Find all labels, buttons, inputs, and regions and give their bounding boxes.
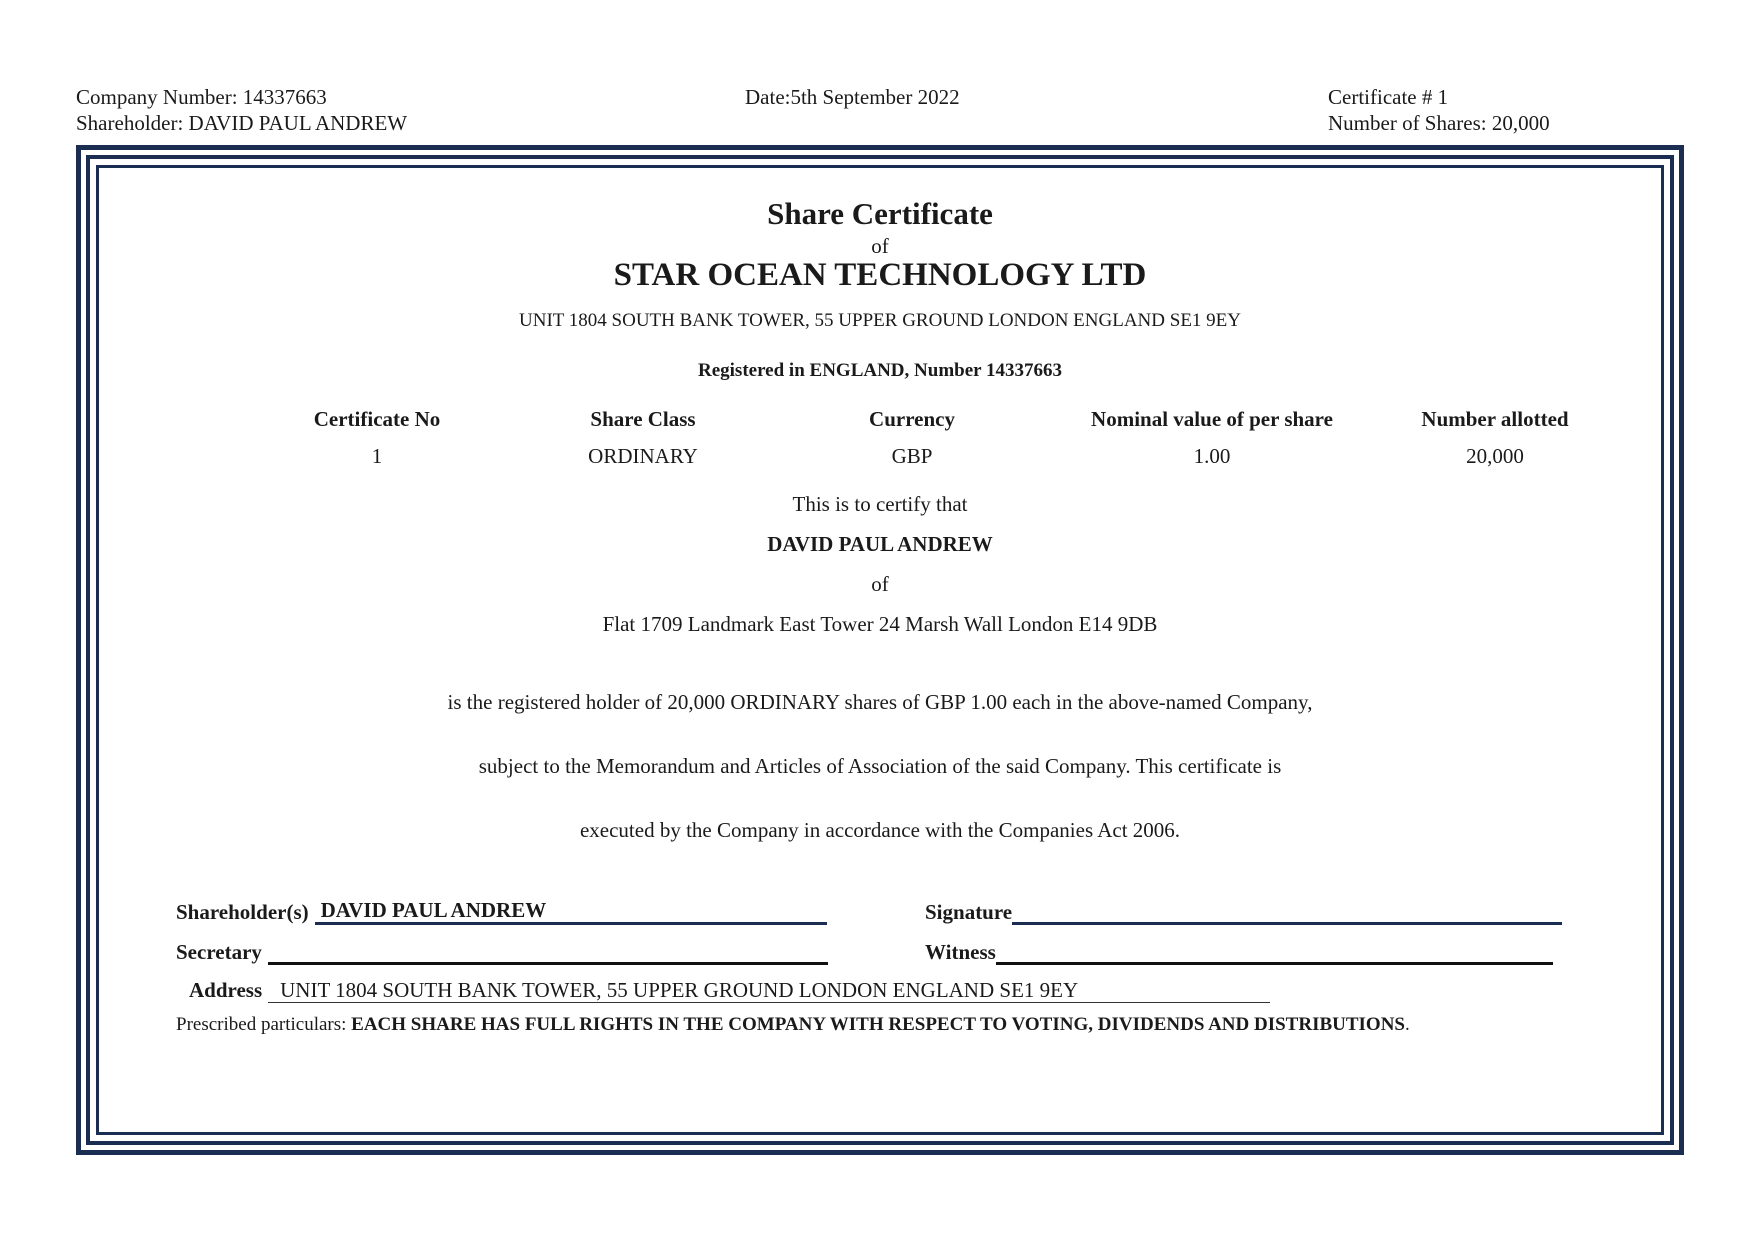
certify-text: This is to certify that [792,492,968,516]
column-header: Nominal value of per share [1091,407,1333,431]
prescribed-text: EACH SHARE HAS FULL RIGHTS IN THE COMPANY WITH RESPECT TO VOTING, DIVIDENDS AND DISTRIBUTIONS [351,1014,1405,1035]
company-number: Company Number: 14337663 [76,85,327,109]
shareholder-field [176,900,827,925]
header-center [745,84,960,110]
certificate-title: Share Certificate [767,196,993,231]
signature-label: Signature [925,900,1013,924]
secretary-field [176,940,828,965]
certification-paragraph-line-1: is the registered holder of 20,000 ORDINARY shares of GBP 1.00 each in the above-named Company, [447,690,1313,714]
address-line [268,980,1270,1003]
column-header: Share Class [590,407,696,431]
column-header: Certificate No [313,407,441,431]
certificate-date: Date:5th September 2022 [745,85,960,109]
address-value: UNIT 1804 SOUTH BANK TOWER, 55 UPPER GROUND LONDON ENGLAND SE1 9EY [280,978,1079,1002]
prescribed-suffix: . [1405,1014,1410,1035]
column-nominal-value [1062,407,1362,469]
shareholder-value: DAVID PAUL ANDREW [320,898,547,922]
signature-field [925,900,1562,925]
column-value: 20,000 [1466,444,1524,468]
certification-paragraph-line-3: executed by the Company in accordance with the Companies Act 2006. [579,818,1181,842]
column-value: ORDINARY [588,444,698,468]
column-currency [762,407,1062,469]
secretary-label: Secretary [176,940,262,964]
company-name: STAR OCEAN TECHNOLOGY LTD [613,257,1147,293]
address-label: Address [189,978,263,1002]
column-value: 1 [371,444,383,468]
of-text: of [871,234,889,258]
certificate-number: Certificate # 1 [1328,85,1449,109]
certificate-body [81,150,1679,1150]
prescribed-label: Prescribed particulars: [176,1014,347,1035]
shareholder-name-header: Shareholder: DAVID PAUL ANDREW [76,111,408,135]
address-field [189,978,1270,1003]
witness-field [925,940,1553,965]
witness-label: Witness [925,940,996,964]
holder-address: Flat 1709 Landmark East Tower 24 Marsh Wall London E14 9DB [602,612,1158,636]
column-number-allotted [1345,407,1645,469]
column-share-class [493,407,793,469]
header-right [1328,84,1550,136]
prescribed-particulars [176,1014,1410,1036]
holder-name: DAVID PAUL ANDREW [767,532,993,556]
registration-info: Registered in ENGLAND, Number 14337663 [698,360,1062,381]
certificate-frame [76,145,1684,1155]
header-left [76,84,407,136]
company-address: UNIT 1804 SOUTH BANK TOWER, 55 UPPER GROUND LONDON ENGLAND SE1 9EY [519,310,1241,331]
witness-line[interactable] [996,940,1553,965]
secretary-line[interactable] [268,940,828,965]
signature-line[interactable] [1012,900,1562,925]
shareholder-label: Shareholder(s) [176,900,309,924]
certification-paragraph-line-2: subject to the Memorandum and Articles of Association of the said Company. This certificate is [478,754,1282,778]
column-certificate-no [227,407,527,469]
column-header: Number allotted [1421,407,1569,431]
column-header: Currency [869,407,955,431]
of-text-2: of [871,572,889,596]
column-value: GBP [891,444,933,468]
column-value: 1.00 [1193,444,1231,468]
shareholder-line [315,900,827,925]
number-of-shares: Number of Shares: 20,000 [1328,111,1550,135]
